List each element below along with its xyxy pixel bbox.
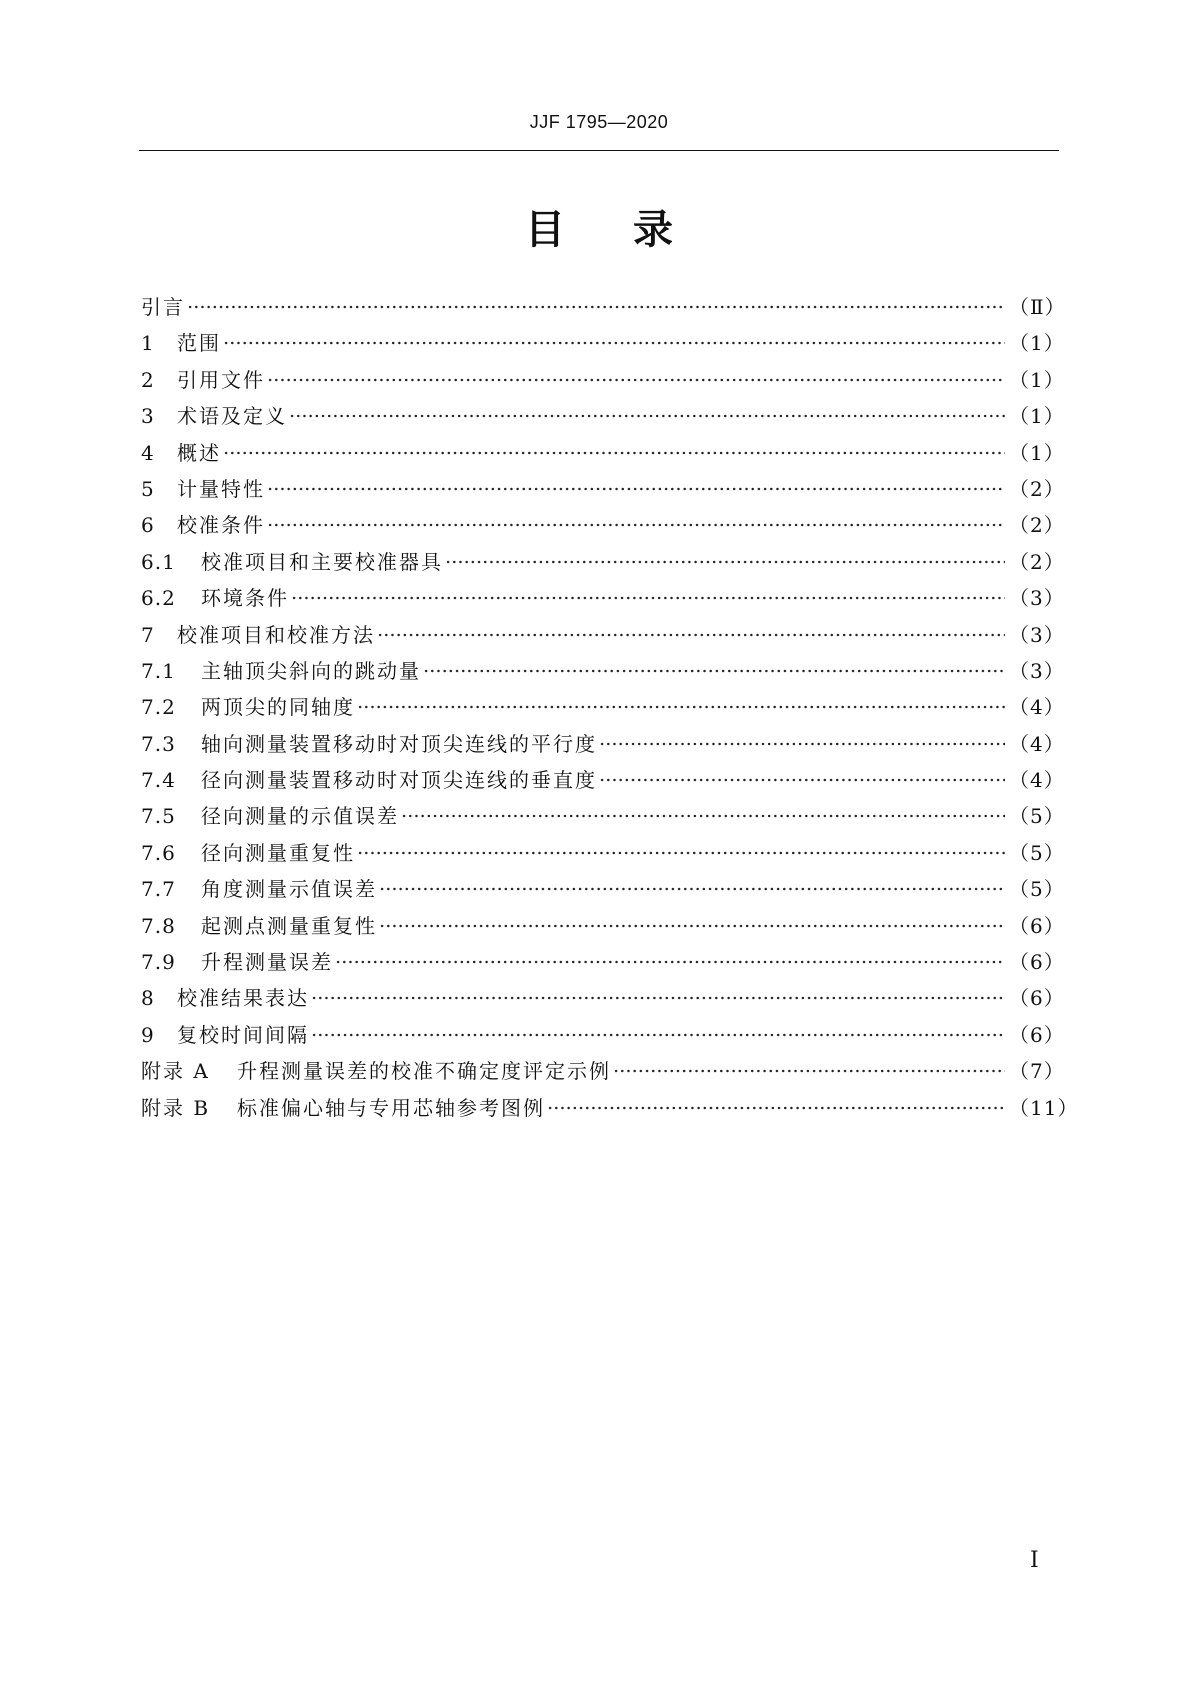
toc-entry-number: 9	[141, 1022, 155, 1047]
toc-leader-dots	[379, 924, 1005, 928]
toc-entry[interactable]	[141, 764, 1065, 800]
toc-entry-label: 环境条件	[201, 586, 289, 611]
toc-leader-dots	[291, 596, 1005, 600]
toc-entry[interactable]	[141, 400, 1065, 436]
toc-leader-dots	[423, 669, 1005, 673]
toc-entry-label: 校准条件	[177, 513, 265, 538]
toc-entry-label: 角度测量示值误差	[201, 877, 377, 902]
page-number: I	[1030, 1548, 1039, 1573]
toc-leader-dots	[267, 523, 1005, 527]
toc-leader-dots	[223, 341, 1005, 345]
toc-leader-dots	[223, 451, 1005, 455]
toc-entry-page: （1）	[1009, 440, 1065, 465]
toc-leader-dots	[379, 887, 1005, 891]
toc-entry-label: 轴向测量装置移动时对顶尖连线的平行度	[201, 731, 597, 756]
toc-entry-number: 4	[141, 440, 155, 465]
toc-leader-dots	[187, 305, 1005, 309]
toc-entry-number: 7.5	[141, 804, 176, 829]
toc-entry-page: （6）	[1009, 913, 1065, 938]
toc-entry[interactable]	[141, 1055, 1065, 1091]
toc-entry-label: 主轴顶尖斜向的跳动量	[201, 658, 421, 683]
toc-entry-number: 6.1	[141, 549, 176, 574]
toc-leader-dots	[599, 742, 1005, 746]
toc-entry-number: 7	[141, 622, 155, 647]
toc-entry[interactable]	[141, 291, 1066, 327]
toc-entry-number: 6.2	[141, 586, 176, 611]
toc-entry-number: 7.9	[141, 950, 176, 975]
toc-entry-label: 升程测量误差	[201, 950, 333, 975]
toc-leader-dots	[445, 560, 1005, 564]
toc-entry-page: （5）	[1009, 877, 1065, 902]
toc-entry[interactable]	[141, 619, 1065, 655]
toc-entry-label: 标准偏心轴与专用芯轴参考图例	[237, 1095, 545, 1120]
toc-entry[interactable]	[141, 910, 1065, 946]
toc-entry-label: 起测点测量重复性	[201, 913, 377, 938]
toc-entry-number: 5	[141, 476, 155, 501]
toc-entry[interactable]	[141, 982, 1065, 1018]
toc-leader-dots	[547, 1106, 1005, 1110]
toc-entry-number: 附录 B	[141, 1095, 211, 1120]
toc-entry[interactable]	[141, 473, 1065, 509]
toc-entry-page: （5）	[1009, 804, 1065, 829]
page-title: 目录	[525, 207, 741, 253]
toc-entry[interactable]	[141, 582, 1065, 618]
toc-entry-page: （6）	[1009, 1022, 1065, 1047]
toc-entry-label: 径向测量重复性	[201, 840, 355, 865]
toc-leader-dots	[401, 814, 1005, 818]
toc-entry-number: 7.6	[141, 840, 176, 865]
toc-entry-label: 概述	[177, 440, 221, 465]
toc-entry[interactable]	[141, 327, 1065, 363]
toc-entry-number: 7.7	[141, 877, 176, 902]
toc-entry-number: 8	[141, 986, 155, 1011]
toc-entry-number: 7.8	[141, 913, 176, 938]
toc-entry[interactable]	[141, 655, 1065, 691]
toc-entry-label: 径向测量的示值误差	[201, 804, 399, 829]
toc-entry-page: （4）	[1009, 768, 1065, 793]
toc-entry[interactable]	[141, 1092, 1079, 1128]
toc-entry-number: 3	[141, 404, 155, 429]
toc-leader-dots	[613, 1069, 1005, 1073]
toc-entry-page: （6）	[1009, 950, 1065, 975]
toc-leader-dots	[599, 778, 1005, 782]
toc-entry-number: 7.4	[141, 768, 176, 793]
toc-entry-page: （3）	[1009, 658, 1065, 683]
toc-leader-dots	[289, 414, 1005, 418]
toc-entry-page: （5）	[1009, 840, 1065, 865]
toc-entry-page: （11）	[1009, 1095, 1079, 1120]
toc-leader-dots	[335, 960, 1005, 964]
toc-entry-page: （1）	[1009, 404, 1065, 429]
toc-entry[interactable]	[141, 873, 1065, 909]
toc-entry[interactable]	[141, 546, 1065, 582]
toc-entry-page: （3）	[1009, 622, 1065, 647]
toc-entry-number: 6	[141, 513, 155, 538]
toc-leader-dots	[357, 705, 1005, 709]
toc-entry-page: （4）	[1009, 695, 1065, 720]
toc-entry[interactable]	[141, 437, 1065, 473]
toc-entry-number: 7.2	[141, 695, 176, 720]
toc-entry-number: 7.3	[141, 731, 176, 756]
toc-entry-page: （2）	[1009, 549, 1065, 574]
toc-leader-dots	[357, 851, 1005, 855]
toc-leader-dots	[267, 378, 1005, 382]
toc-entry-label: 径向测量装置移动时对顶尖连线的垂直度	[201, 768, 597, 793]
toc-entry-label: 校准结果表达	[177, 986, 309, 1011]
toc-entry[interactable]	[141, 837, 1065, 873]
toc-entry-label: 两顶尖的同轴度	[201, 695, 355, 720]
toc-entry-label: 范围	[177, 331, 221, 356]
toc-entry-label: 校准项目和主要校准器具	[201, 549, 443, 574]
toc-entry-page: （Ⅱ）	[1009, 295, 1066, 319]
toc-entry[interactable]	[141, 728, 1065, 764]
toc-entry-label: 术语及定义	[177, 404, 287, 429]
toc-entry-page: （1）	[1009, 367, 1065, 392]
document-code-header: JJF 1795—2020	[529, 112, 669, 132]
toc-leader-dots	[311, 1033, 1005, 1037]
toc-entry-label: 引用文件	[177, 367, 265, 392]
toc-leader-dots	[377, 633, 1005, 637]
toc-entry-number: 7.1	[141, 658, 176, 683]
toc-entry[interactable]	[141, 691, 1065, 727]
toc-entry-page: （2）	[1009, 513, 1065, 538]
toc-entry-number: 2	[141, 367, 155, 392]
toc-entry-page: （1）	[1009, 331, 1065, 356]
toc-entry[interactable]	[141, 800, 1065, 836]
toc-entry-label: 升程测量误差的校准不确定度评定示例	[237, 1059, 611, 1084]
table-of-contents	[141, 291, 1079, 1128]
toc-entry-number: 附录 A	[141, 1059, 210, 1084]
toc-entry[interactable]	[141, 946, 1065, 982]
toc-entry-label: 计量特性	[177, 476, 265, 501]
toc-entry[interactable]	[141, 509, 1065, 545]
toc-leader-dots	[311, 996, 1005, 1000]
toc-entry-label: 校准项目和校准方法	[177, 622, 375, 647]
toc-entry-page: （6）	[1009, 986, 1065, 1011]
toc-entry-page: （4）	[1009, 731, 1065, 756]
toc-entry-label: 复校时间间隔	[177, 1022, 309, 1047]
toc-entry[interactable]	[141, 364, 1065, 400]
toc-entry-page: （7）	[1009, 1059, 1065, 1084]
header-rule	[139, 150, 1059, 151]
toc-entry-page: （3）	[1009, 586, 1065, 611]
toc-entry-page: （2）	[1009, 476, 1065, 501]
toc-entry-label: 引言	[141, 295, 185, 319]
toc-entry-number: 1	[141, 331, 155, 356]
toc-entry[interactable]	[141, 1019, 1065, 1055]
toc-leader-dots	[267, 487, 1005, 491]
